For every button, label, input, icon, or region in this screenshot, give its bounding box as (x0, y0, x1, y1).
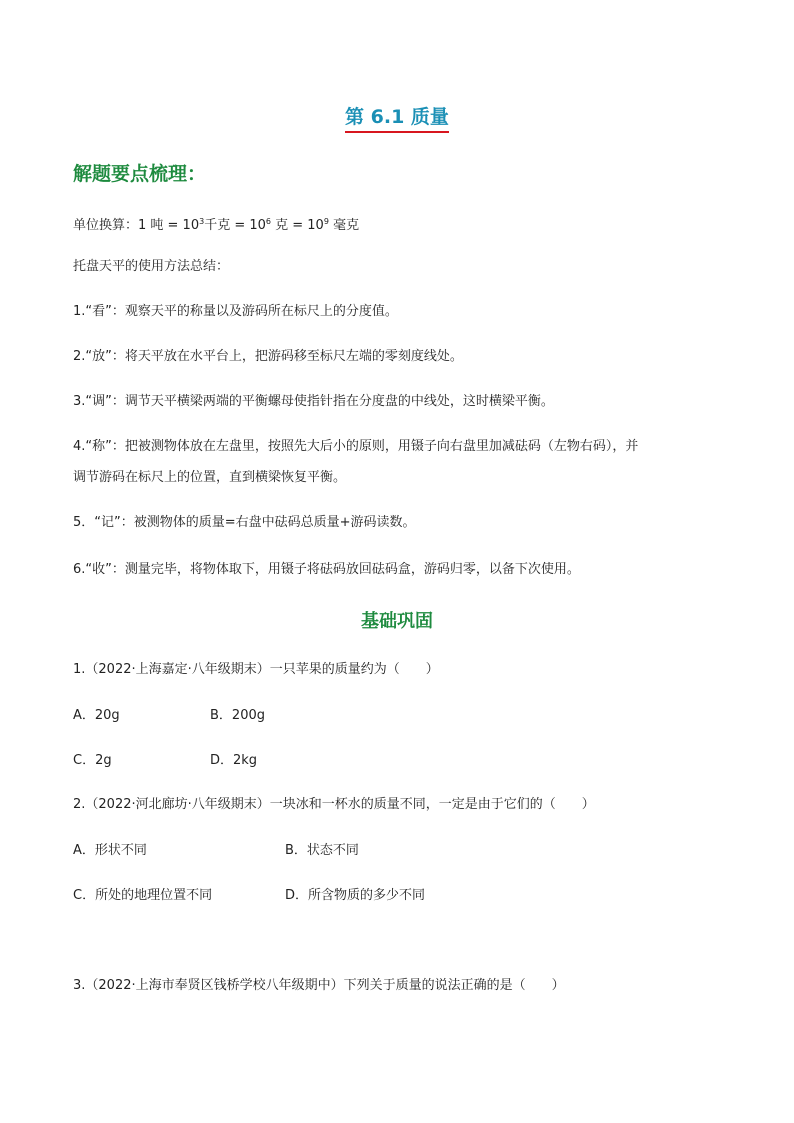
question-stem: 1.（2022·上海嘉定·八年级期末）一只苹果的质量约为（ ） (73, 662, 439, 677)
balance-step-continued: 调节游码在标尺上的位置，直到横梁恢复平衡。 (73, 470, 347, 485)
page-title: 第 6.1 质量 (0, 102, 794, 133)
option: A．20g (73, 708, 120, 723)
option: A．形状不同 (73, 843, 147, 858)
balance-heading: 托盘天平的使用方法总结： (73, 259, 230, 274)
option: B．状态不同 (285, 843, 359, 858)
balance-step: 1.“看”：观察天平的称量以及游码所在标尺上的分度值。 (73, 304, 398, 319)
unit-conversion: 单位换算：1 吨 = $10^3$千克 = $10^6$ 克 = $10^9$ 毫克 (73, 217, 360, 233)
question-stem: 2.（2022·河北廊坊·八年级期末）一块冰和一杯水的质量不同，一定是由于它们的（ ） (73, 797, 595, 812)
option: C．所处的地理位置不同 (73, 888, 213, 903)
option: D．所含物质的多少不同 (285, 888, 426, 903)
balance-step: 3.“调”：调节天平横梁两端的平衡螺母使指针指在分度盘的中线处，这时横梁平衡。 (73, 394, 554, 409)
question-stem: 3.（2022·上海市奉贤区钱桥学校八年级期中）下列关于质量的说法正确的是（ ） (73, 978, 565, 993)
option: D．2kg (210, 753, 258, 768)
practice-heading: 基础巩固 (361, 611, 433, 632)
option: B．200g (210, 708, 265, 723)
balance-step: 5．“记”：被测物体的质量=右盘中砝码总质量+游码读数。 (73, 515, 416, 530)
balance-step: 6.“收”：测量完毕，将物体取下，用镊子将砝码放回砝码盒，游码归零，以备下次使用。 (73, 562, 580, 577)
option: C．2g (73, 753, 112, 768)
section-title: 解题要点梳理： (73, 163, 207, 185)
balance-step: 2.“放”：将天平放在水平台上，把游码移至标尺左端的零刻度线处。 (73, 349, 463, 364)
balance-step: 4.“称”：把被测物体放在左盘里，按照先大后小的原则，用镊子向右盘里加减砝码（左物右码），并 (73, 439, 639, 454)
